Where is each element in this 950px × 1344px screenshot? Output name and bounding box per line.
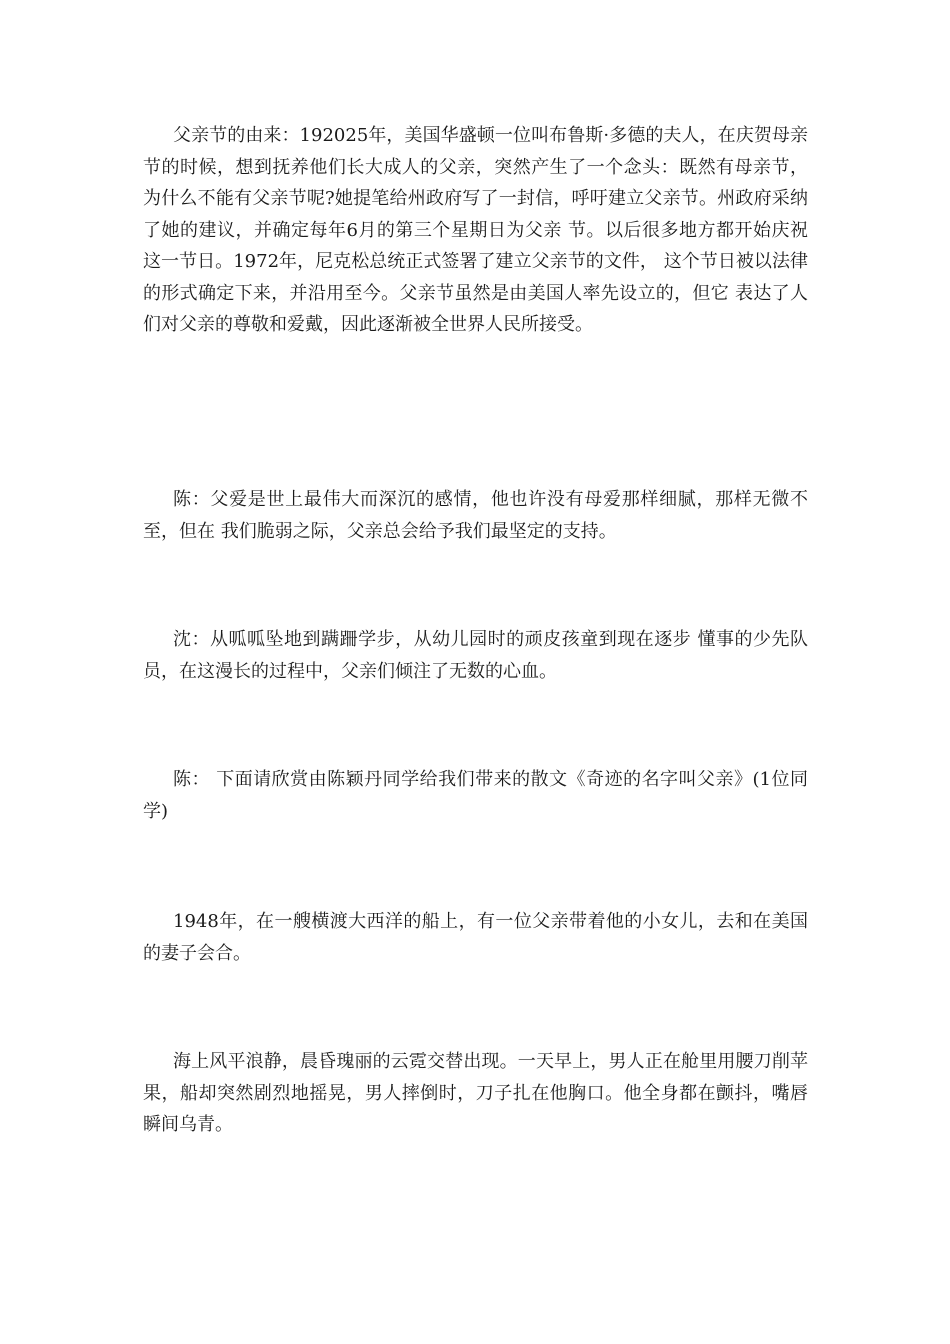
paragraph-shen-growing-up: 沈：从呱呱坠地到蹒跚学步，从幼儿园时的顽皮孩童到现在逐步 懂事的少先队员，在这漫长的过程中，父亲们倾注了无数的心血。 (143, 629, 808, 682)
paragraph-chen-introduce-essay: 陈： 下面请欣赏由陈颖丹同学给我们带来的散文《奇迹的名字叫父亲》(1位同学) (143, 769, 808, 822)
paragraph-fathers-day-origin: 父亲节的由来：192025年，美国华盛顿一位叫布鲁斯·多德的夫人，在庆贺母亲节的时候，想到抚养他们长大成人的父亲，突然产生了一个念头：既然有母亲节，为什么不能有父亲节呢?她提笔给州政府写了一封信，呼吁建立父亲节。州政府采纳了她的建议，并确定每年6月的第三个星期日为父亲 节。以后很多地方都开始庆祝这一节日。1972年，尼克松总统正式签署了建立父亲节的文件， 这个节日被以法律的形式确定下来，并沿用至今。父亲节虽然是由美国人率先设立的，但它 表达了人们对父亲的尊敬和爱戴，因此逐渐被全世界人民所接受。 (143, 125, 808, 335)
paragraph-chen-fatherly-love: 陈：父爱是世上最伟大而深沉的感情，他也许没有母爱那样细腻，那样无微不至，但在 我们脆弱之际，父亲总会给予我们最坚定的支持。 (143, 489, 808, 542)
paragraph-essay-knife-accident: 海上风平浪静，晨昏瑰丽的云霓交替出现。一天早上，男人正在舱里用腰刀削苹果，船却突然剧烈地摇晃，男人摔倒时，刀子扎在他胸口。他全身都在颤抖，嘴唇瞬间乌青。 (143, 1051, 808, 1135)
paragraph-essay-ship-1948: 1948年，在一艘横渡大西洋的船上，有一位父亲带着他的小女儿，去和在美国的妻子会合。 (143, 911, 808, 964)
